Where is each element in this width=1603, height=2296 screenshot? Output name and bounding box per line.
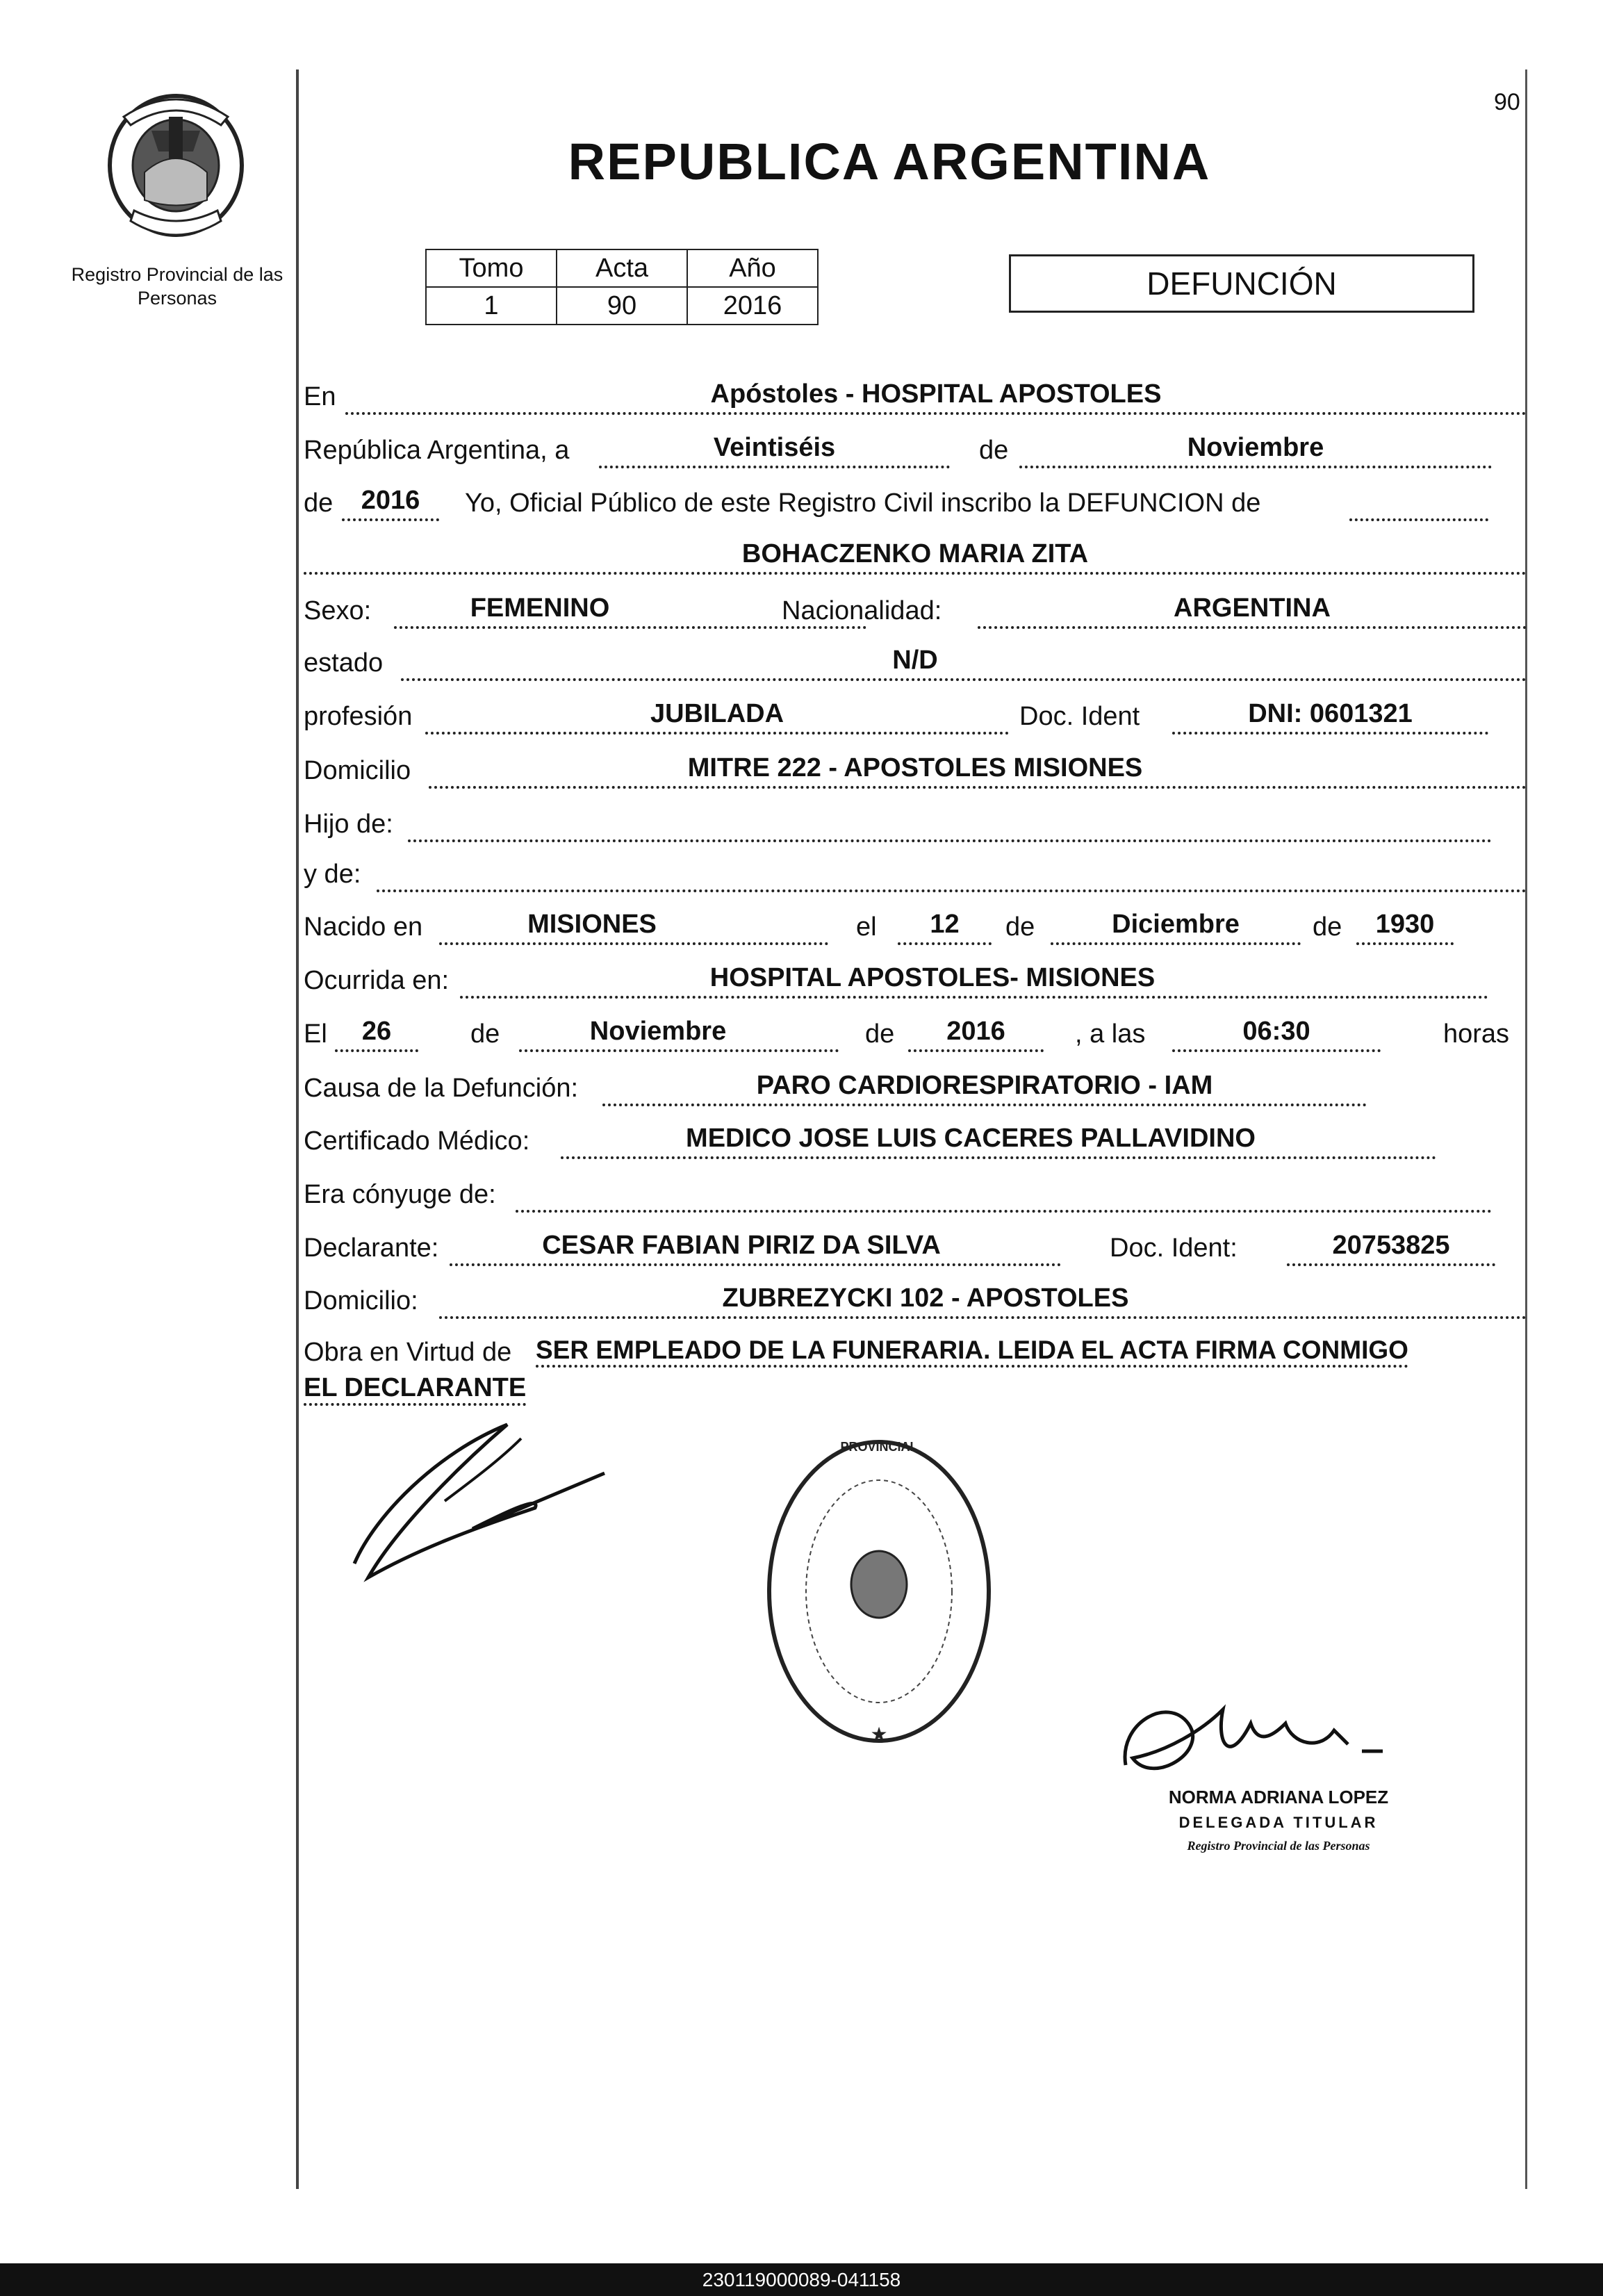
birth-year-value: 1930 (1375, 910, 1435, 939)
row-causa (304, 1063, 1527, 1110)
row-estado (304, 638, 1527, 685)
official-seal (761, 1432, 997, 1751)
el-label: El (304, 1019, 327, 1049)
row-domicilio (304, 746, 1527, 793)
official-title: DELEGADA TITULAR (1178, 1814, 1379, 1831)
nacionalidad-value: ARGENTINA (1174, 593, 1331, 623)
birth-day-value: 12 (930, 910, 960, 939)
day-value: Veintiséis (713, 433, 836, 462)
svg-text:★: ★ (870, 1723, 888, 1745)
row-y-de (304, 849, 1527, 896)
row-certificado (304, 1116, 1527, 1163)
domicilio-value: MITRE 222 - APOSTOLES MISIONES (687, 753, 1143, 782)
tomo-header: Tomo (426, 249, 557, 287)
hijo-de-field (408, 798, 1492, 842)
declarante-doc-value: 20753825 (1332, 1231, 1450, 1260)
official-office: Registro Provincial de las Personas (1187, 1839, 1370, 1853)
domicilio-declarante-label: Domicilio: (304, 1286, 418, 1315)
inscription-text: Yo, Oficial Público de este Registro Civil inscribo la DEFUNCION de (465, 489, 1261, 518)
row-nacido (304, 902, 1527, 949)
nacido-place-value: MISIONES (527, 910, 657, 939)
estado-value: N/D (892, 646, 938, 675)
acta-header: Acta (557, 249, 687, 287)
certificado-label: Certificado Médico: (304, 1126, 530, 1156)
doc-ident-value: DNI: 0601321 (1248, 699, 1413, 728)
death-month-value: Noviembre (589, 1017, 727, 1046)
de-label: de (865, 1019, 895, 1049)
page-title: REPUBLICA ARGENTINA (568, 133, 1211, 190)
profesion-label: profesión (304, 702, 413, 731)
conyuge-label: Era cónyuge de: (304, 1180, 496, 1209)
declarante-value: CESAR FABIAN PIRIZ DA SILVA (542, 1231, 941, 1260)
row-declarante (304, 1223, 1527, 1270)
domicilio-declarante-value: ZUBREZYCKI 102 - APOSTOLES (722, 1284, 1129, 1313)
deceased-name: BOHACZENKO MARIA ZITA (741, 539, 1089, 568)
sexo-label: Sexo: (304, 596, 372, 625)
ocurrida-value: HOSPITAL APOSTOLES- MISIONES (709, 963, 1156, 992)
year-value: 2016 (361, 486, 420, 515)
obra-value-line2: EL DECLARANTE (304, 1373, 526, 1406)
de-label: de (304, 489, 334, 518)
y-de-field (377, 848, 1527, 892)
row-obra-2 (304, 1366, 1527, 1413)
declarante-label: Declarante: (304, 1233, 439, 1263)
row-republica (304, 425, 1527, 473)
en-label: En (304, 382, 336, 411)
causa-value: PARO CARDIORESPIRATORIO - IAM (756, 1071, 1213, 1100)
official-name: NORMA ADRIANA LOPEZ (1168, 1787, 1389, 1807)
sexo-value: FEMENINO (470, 593, 610, 623)
ocurrida-label: Ocurrida en: (304, 966, 450, 995)
a-las-label: , a las (1075, 1019, 1146, 1049)
nacido-label: Nacido en (304, 912, 423, 942)
domicilio-label: Domicilio (304, 756, 411, 785)
row-domicilio-declarante (304, 1276, 1527, 1323)
row-profesion (304, 691, 1527, 739)
causa-label: Causa de la Defunción: (304, 1074, 579, 1103)
svg-text:PROVINCIAL: PROVINCIAL (840, 1440, 918, 1454)
acta-value: 90 (557, 287, 687, 325)
ano-header: Año (687, 249, 818, 287)
footer-code: 230119000089-041158 (0, 2263, 1603, 2296)
en-value: Apóstoles - HOSPITAL APOSTOLES (710, 379, 1162, 409)
conyuge-field (516, 1168, 1492, 1213)
republica-label: República Argentina, a (304, 436, 570, 465)
row-hijo-de (304, 799, 1527, 846)
row-conyuge (304, 1170, 1527, 1217)
el-label: el (856, 912, 877, 942)
declarant-signature (334, 1411, 625, 1591)
extra-field (1349, 477, 1488, 521)
tomo-value: 1 (426, 287, 557, 325)
de-label: de (979, 436, 1009, 465)
hijo-de-label: Hijo de: (304, 810, 393, 839)
month-value: Noviembre (1187, 433, 1324, 462)
profesion-value: JUBILADA (650, 699, 784, 728)
doc-ident-label: Doc. Ident (1019, 702, 1140, 731)
obra-value-line1: SER EMPLEADO DE LA FUNERARIA. LEIDA EL ACTA FIRMA CONMIGO (536, 1336, 1408, 1368)
death-day-value: 26 (361, 1017, 392, 1046)
time-value: 06:30 (1242, 1017, 1310, 1046)
horas-label: horas (1443, 1019, 1510, 1049)
margin-rule-left (296, 69, 299, 2189)
official-signature (1112, 1682, 1431, 1876)
estado-field (401, 637, 1527, 681)
birth-month-value: Diciembre (1112, 910, 1240, 939)
volume-table (425, 249, 819, 325)
province-emblem (103, 89, 249, 242)
row-year (304, 478, 1527, 525)
obra-label: Obra en Virtud de (304, 1338, 512, 1367)
registry-name: Registro Provincial de las Personas (71, 264, 283, 309)
y-de-label: y de: (304, 860, 361, 889)
record-type-box: DEFUNCIÓN (1009, 254, 1474, 313)
nacionalidad-label: Nacionalidad: (782, 596, 942, 625)
de-label: de (1313, 912, 1342, 942)
estado-label: estado (304, 648, 384, 678)
certificado-value: MEDICO JOSE LUIS CACERES PALLAVIDINO (686, 1124, 1256, 1153)
row-fecha (304, 1009, 1527, 1056)
row-sexo (304, 586, 1527, 633)
row-en (304, 372, 1527, 419)
page-number: 90 (1494, 89, 1520, 115)
de-label: de (470, 1019, 500, 1049)
row-ocurrida (304, 956, 1527, 1003)
row-name (304, 532, 1527, 579)
declarante-doc-label: Doc. Ident: (1110, 1233, 1238, 1263)
de-label: de (1005, 912, 1035, 942)
ano-value: 2016 (687, 287, 818, 325)
death-year-value: 2016 (946, 1017, 1005, 1046)
